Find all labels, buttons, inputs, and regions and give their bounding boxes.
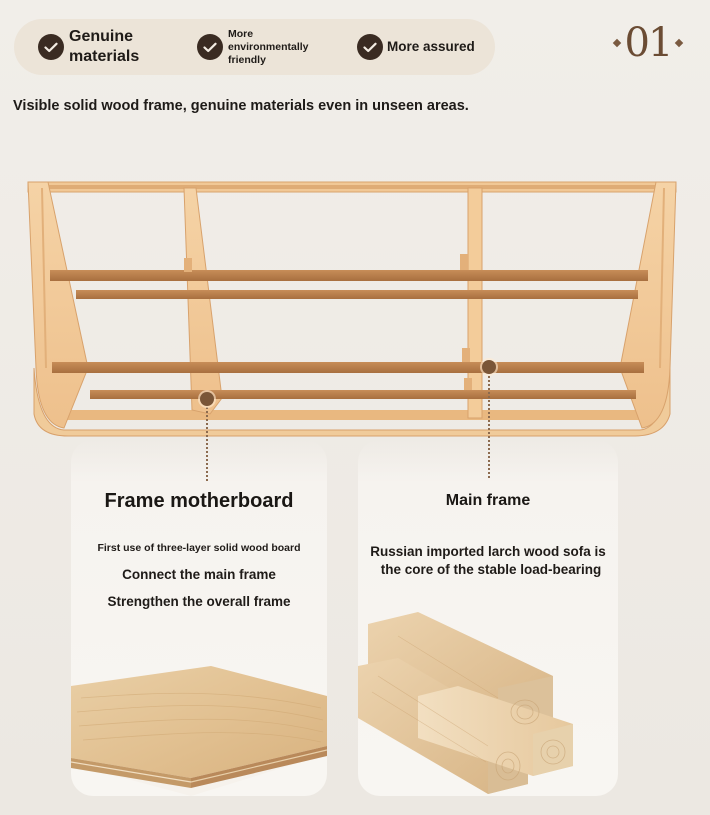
section-number: 01 bbox=[624, 20, 672, 66]
larch-wood-beams-image bbox=[358, 606, 618, 796]
plywood-board-image bbox=[71, 646, 327, 796]
card-line: Strengthen the overall frame bbox=[107, 594, 291, 609]
check-icon bbox=[357, 34, 383, 60]
feature-genuine-materials bbox=[38, 19, 164, 75]
check-icon bbox=[197, 34, 223, 60]
card-frame-motherboard bbox=[71, 440, 327, 796]
card-main-frame bbox=[358, 440, 618, 796]
diamond-icon bbox=[675, 39, 683, 47]
check-icon bbox=[38, 34, 64, 60]
feature-more-assured bbox=[357, 19, 475, 75]
section-number-badge bbox=[604, 20, 692, 66]
frame-motherboard-marker bbox=[200, 392, 214, 406]
card-line: First use of three-layer solid wood board bbox=[97, 542, 301, 554]
card-line: Russian imported larch wood sofa is bbox=[370, 544, 606, 559]
leader-line bbox=[488, 372, 490, 478]
feature-label: More environmentally friendly bbox=[228, 27, 309, 66]
leader-line bbox=[206, 404, 208, 481]
diamond-icon bbox=[612, 39, 620, 47]
headline: Visible solid wood frame, genuine materials even in unseen areas. bbox=[13, 98, 469, 114]
feature-pill bbox=[14, 19, 495, 75]
card-title: Main frame bbox=[445, 492, 531, 509]
card-line: the core of the stable load-bearing bbox=[380, 562, 602, 577]
feature-label: More assured bbox=[387, 39, 475, 54]
sofa-frame-illustration bbox=[24, 178, 680, 440]
card-title: Frame motherboard bbox=[104, 490, 294, 512]
feature-label: Genuine materials bbox=[69, 28, 140, 65]
card-line: Connect the main frame bbox=[122, 567, 276, 582]
main-frame-marker bbox=[482, 360, 496, 374]
feature-environmentally-friendly bbox=[197, 19, 328, 75]
